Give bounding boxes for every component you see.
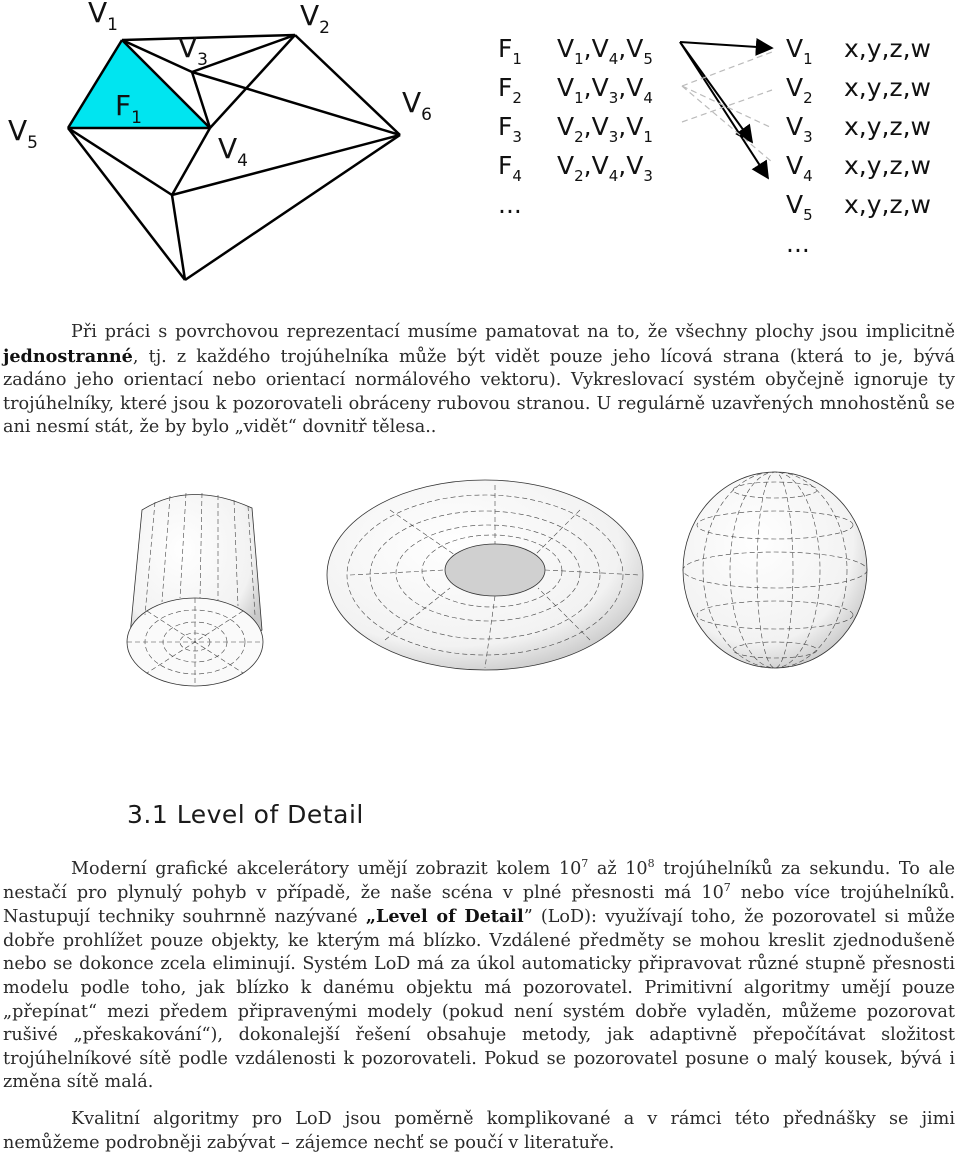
vertex-label-v3: $V_3$ (178, 31, 208, 70)
vertex-coords: x,y,z,w (844, 73, 931, 102)
section-heading: 3.1 Level of Detail (127, 800, 364, 829)
paragraph-level-of-detail (3, 858, 955, 1095)
vertex-label-v1: $V_1$ (88, 0, 118, 35)
face-vertex-refs: $V_1,V_3,V_4$ (557, 73, 653, 107)
bold-term: jednostranné (3, 345, 133, 367)
vertex-row-name: $V_4$ (786, 151, 813, 185)
vertex-coords: x,y,z,w (844, 34, 931, 63)
vertex-list-more: ... (786, 229, 810, 258)
face-label-f1: $F_1$ (115, 89, 142, 128)
vertex-label-v2: $V_2$ (300, 0, 330, 38)
vertex-label-v4: $V_4$ (218, 132, 248, 171)
vertex-row-name: $V_3$ (786, 112, 813, 146)
sphere-mesh (683, 472, 867, 668)
vertex-coords: x,y,z,w (844, 190, 931, 219)
vertex-table (786, 34, 931, 258)
exponent: 7 (581, 857, 589, 871)
bold-term: „Level of Detail (365, 906, 524, 928)
torus-mesh (327, 480, 643, 670)
paragraph-text: trojúhelníků za sekundu. To ale nestačí pro plynulý pohyb v případě, že naše scéna v plné přesnosti má 10 (3, 859, 955, 903)
face-row-name: $F_1$ (498, 34, 522, 68)
vertex-row-name: $V_2$ (786, 73, 813, 107)
face-row-name: $F_4$ (498, 151, 522, 185)
paragraph-text: nebo více trojúhelníků. Nastupují techniky souhrnně nazývané (3, 882, 955, 928)
paragraph-text: , tj. z každého trojúhelníka může být vidět pouze jeho lícová strana (která to je, bývá zadáno jeho orientací nebo orientací normálového vektoru). Vykreslovací systém obyčejně ignoruje ty trojúhelníky, které jsou k pozorovateli obráceny rubovou stranou. U regulárně uzavřených mnohostěnů se ani nesmí stát, že by bylo „vidět“ dovnitř tělesa.. (3, 346, 955, 438)
wireframe-shapes-illustration (100, 470, 880, 700)
vertex-row-name: $V_5$ (786, 190, 813, 224)
face-table (498, 34, 653, 219)
paragraph-text: ” (LoD): využívají toho, že pozorovatel si může dobře prohlížet pouze objekty, ke kterým má blízko. Vzdálené předměty se mohou kreslit zjednodušeně nebo se dokonce zcela eliminují. Systém LoD má za úkol automaticky připravovat různé stupně přesnosti modelu podle toho, jak blízko k danému objektu má pozorovatel. Primitivní algoritmy umějí pouze „přepínat“ mezi předem připravenými modely (pokud není systém dobře vyladěn, můžeme pozorovat rušivé „přeskakování“), dokonalejší řešení obsahuje metody, jak adaptivně přepočítávat složitost trojúhelníkové sítě podle vzdálenosti k pozorovateli. Pokud se pozorovatel posune o malý kousek, bývá i změna sítě malá. (3, 907, 955, 1093)
vertex-label-v5: $V_5$ (8, 114, 38, 153)
cylinder-mesh (127, 493, 263, 686)
exponent: 7 (723, 880, 731, 894)
vertex-row-name: $V_1$ (786, 34, 813, 68)
paragraph-text: Moderní grafické akcelerátory umějí zobrazit kolem 10 (71, 859, 582, 879)
paragraph-one-sided-surfaces (3, 321, 955, 440)
paragraph-text: až 10 (588, 859, 648, 879)
face-vertex-refs: $V_1,V_4,V_5$ (557, 34, 653, 68)
vertex-coords: x,y,z,w (844, 112, 931, 141)
face-vertex-refs: $V_2,V_4,V_3$ (557, 151, 653, 185)
paragraph-text: Při práci s povrchovou reprezentací musíme pamatovat na to, že všechny plochy jsou implicitně (71, 322, 955, 342)
vertex-label-v6: $V_6$ (402, 86, 432, 125)
exponent: 8 (647, 857, 655, 871)
mesh-diagram (0, 0, 960, 300)
face-list-more: ... (498, 190, 522, 219)
paragraph-lod-algorithms: Kvalitní algoritmy pro LoD jsou poměrně komplikované a v rámci této přednášky se jimi nemůžeme podrobněji zabývat – zájemce nechť se poučí v literatuře. (3, 1109, 955, 1153)
face-row-name: $F_2$ (498, 73, 522, 107)
face-vertex-refs: $V_2,V_3,V_1$ (557, 112, 653, 146)
reference-arrows (680, 42, 772, 178)
face-row-name: $F_3$ (498, 112, 522, 146)
vertex-coords: x,y,z,w (844, 151, 931, 180)
